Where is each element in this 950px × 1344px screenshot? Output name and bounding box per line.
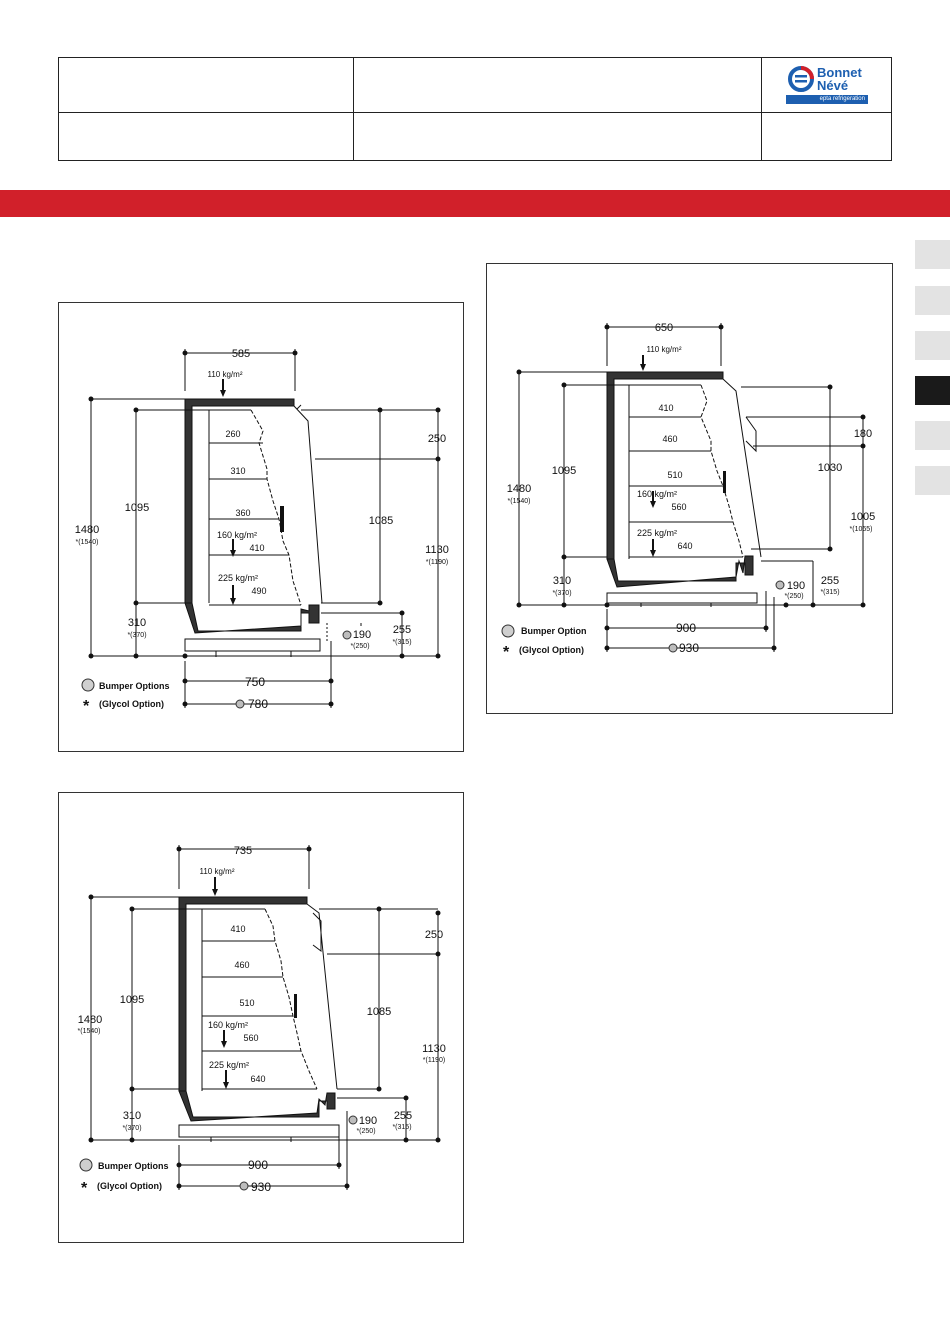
- d2-right-mid: 1030: [817, 462, 843, 474]
- d2-depth-bumper: 930: [678, 641, 700, 655]
- d3-right-total-glycol: *(1190): [422, 1057, 446, 1064]
- d2-height-inner: 1095: [551, 465, 577, 477]
- d1-base: 310: [127, 617, 147, 629]
- d2-bumper-glycol: *(250): [784, 593, 804, 600]
- section-banner: [0, 190, 950, 217]
- d3-front-height-glycol: *(315): [392, 1124, 412, 1131]
- d2-shelf-3: 510: [667, 470, 683, 480]
- d1-front-height-glycol: *(315): [392, 639, 412, 646]
- side-tab-2[interactable]: [915, 286, 950, 315]
- d2-depth: 900: [675, 621, 697, 635]
- d2-bumper-depth: 190: [786, 580, 806, 592]
- brand-logo: [786, 64, 868, 104]
- d3-height-total: 1480: [77, 1014, 103, 1026]
- d2-legend-glycol: (Glycol Option): [519, 645, 584, 655]
- cabinet-diagram-1: [59, 303, 463, 751]
- d1-load-mid: 160 kg/m²: [216, 530, 258, 540]
- d1-depth: 750: [244, 675, 266, 689]
- d3-width-top: 735: [233, 845, 253, 857]
- d3-height-total-glycol: *(1540): [77, 1028, 101, 1035]
- d2-front-height: 255: [820, 575, 840, 587]
- header-cell-b: [353, 57, 762, 113]
- d1-legend-glycol: (Glycol Option): [99, 699, 164, 709]
- header-cell-f: [761, 112, 892, 161]
- header-table: [58, 57, 892, 161]
- d2-width-top: 650: [654, 322, 674, 334]
- d1-width-top: 585: [231, 348, 251, 360]
- d3-legend-glycol: (Glycol Option): [97, 1181, 162, 1191]
- diagram-panel-1: [58, 302, 464, 752]
- d3-bumper-depth: 190: [358, 1115, 378, 1127]
- d1-bumper-depth: 190: [352, 629, 372, 641]
- diagram-panel-3: [58, 792, 464, 1243]
- d3-right-mid: 1085: [366, 1006, 392, 1018]
- d3-legend-asterisk: *: [81, 1180, 88, 1197]
- d1-height-total: 1480: [74, 524, 100, 536]
- d1-right-top: 250: [427, 433, 447, 445]
- d3-depth: 900: [247, 1158, 269, 1172]
- d2-legend-asterisk: *: [503, 644, 510, 661]
- d2-shelf-5: 640: [677, 541, 693, 551]
- d2-load-mid: 160 kg/m²: [636, 489, 678, 499]
- d1-right-mid: 1085: [368, 515, 394, 527]
- d3-shelf-3: 510: [239, 998, 255, 1008]
- side-tab-3[interactable]: [915, 331, 950, 360]
- d1-depth-bumper: 780: [247, 697, 269, 711]
- d1-height-inner: 1095: [124, 502, 150, 514]
- header-cell-e: [353, 112, 762, 161]
- d2-legend-bumper: Bumper Option: [521, 626, 587, 636]
- d3-load-bottom: 225 kg/m²: [208, 1060, 250, 1070]
- d3-front-height: 255: [393, 1110, 413, 1122]
- logo-swirl-icon: [786, 64, 816, 94]
- d1-legend-asterisk: *: [83, 698, 90, 715]
- d1-front-height: 255: [392, 624, 412, 636]
- d3-shelf-4: 560: [243, 1033, 259, 1043]
- d3-depth-bumper: 930: [250, 1180, 272, 1194]
- d1-shelf-5: 490: [251, 586, 267, 596]
- d1-load-top: 110 kg/m²: [207, 370, 243, 379]
- d3-right-top: 250: [424, 929, 444, 941]
- header-cell-d: [58, 112, 354, 161]
- d1-legend-bumper: Bumper Options: [99, 681, 170, 691]
- header-cell-a: [58, 57, 354, 113]
- d3-right-total: 1130: [422, 1043, 446, 1055]
- d1-shelf-4: 410: [249, 543, 265, 553]
- d3-load-mid: 160 kg/m²: [207, 1020, 249, 1030]
- side-tab-1[interactable]: [915, 240, 950, 269]
- d2-right-top: 180: [853, 428, 873, 440]
- d2-shelf-1: 410: [658, 403, 674, 413]
- d1-height-total-glycol: *(1540): [75, 539, 99, 546]
- d3-shelf-1: 410: [230, 924, 246, 934]
- side-tab-4-active[interactable]: [915, 376, 950, 405]
- d1-load-bottom: 225 kg/m²: [217, 573, 259, 583]
- d3-legend-bumper: Bumper Options: [98, 1161, 169, 1171]
- d1-shelf-1: 260: [225, 429, 241, 439]
- side-tab-6[interactable]: [915, 466, 950, 495]
- d3-base-glycol: *(370): [122, 1125, 142, 1132]
- cabinet-diagram-3: [59, 793, 463, 1242]
- d2-right-total-glycol: *(1065): [849, 526, 873, 533]
- d2-load-bottom: 225 kg/m²: [636, 528, 678, 538]
- d2-shelf-2: 460: [662, 434, 678, 444]
- d3-height-inner: 1095: [119, 994, 145, 1006]
- d2-shelf-4: 560: [671, 502, 687, 512]
- d2-height-total-glycol: *(1540): [507, 498, 531, 505]
- d1-shelf-2: 310: [230, 466, 246, 476]
- d3-load-top: 110 kg/m²: [199, 867, 235, 876]
- cabinet-diagram-2: [487, 264, 892, 713]
- d2-base-glycol: *(370): [552, 590, 572, 597]
- logo-tagline: epta refrigeration: [786, 95, 868, 104]
- d2-front-height-glycol: *(315): [820, 589, 840, 596]
- logo-line2: Névé: [817, 78, 849, 93]
- diagram-panel-2: [486, 263, 893, 714]
- d2-base: 310: [552, 575, 572, 587]
- d1-base-glycol: *(370): [127, 632, 147, 639]
- d1-bumper-glycol: *(250): [350, 643, 370, 650]
- d1-right-total-glycol: *(1190): [425, 559, 449, 566]
- side-tab-5[interactable]: [915, 421, 950, 450]
- d3-bumper-glycol: *(250): [356, 1128, 376, 1135]
- d2-height-total: 1480: [506, 483, 532, 495]
- logo-line1: Bonnet: [817, 65, 862, 80]
- d1-shelf-3: 360: [235, 508, 251, 518]
- d3-shelf-2: 460: [234, 960, 250, 970]
- d2-load-top: 110 kg/m²: [646, 345, 682, 354]
- d2-right-total: 1005: [850, 511, 876, 523]
- d3-shelf-5: 640: [250, 1074, 266, 1084]
- d3-base: 310: [122, 1110, 142, 1122]
- d1-right-total: 1130: [425, 544, 449, 556]
